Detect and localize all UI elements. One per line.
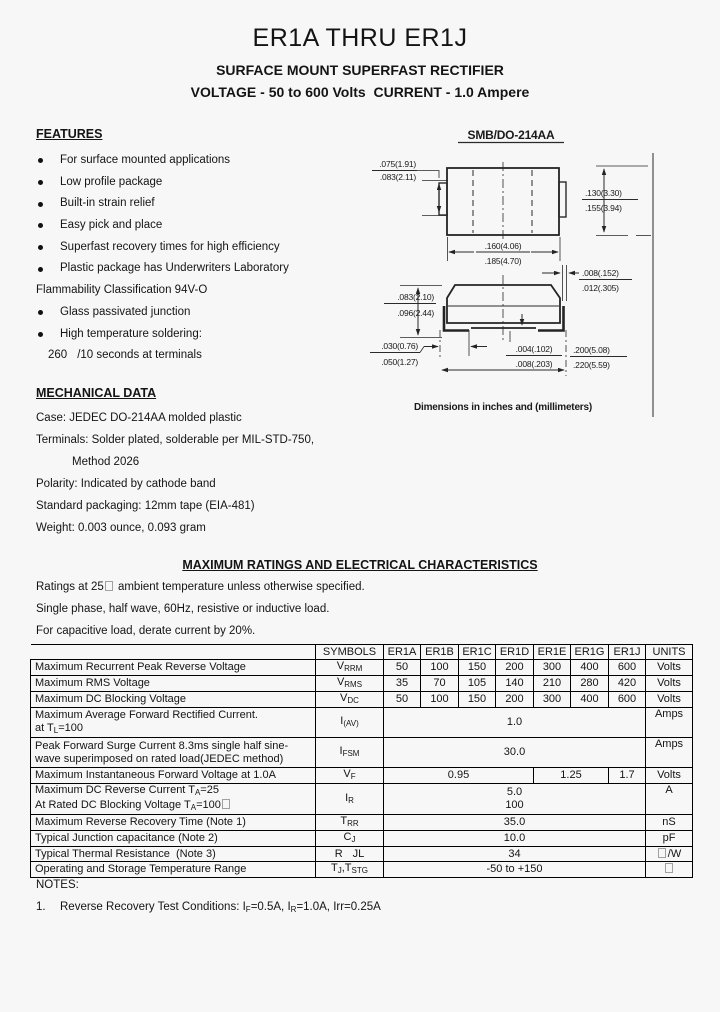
mechanical-line: Case: JEDEC DO-214AA molded plastic xyxy=(36,412,242,424)
left-terminal xyxy=(439,183,447,215)
feature-text: Low profile package xyxy=(60,175,163,188)
feature-item xyxy=(36,302,368,324)
note-item xyxy=(36,896,636,921)
feature-item xyxy=(36,345,368,367)
package-diagram xyxy=(370,125,715,420)
ratings-table-body xyxy=(31,645,693,878)
diagram-caption: Dimensions in inches and (millimeters) xyxy=(413,402,593,413)
value-cell: 34 xyxy=(384,847,646,862)
notes-list xyxy=(36,896,636,921)
dim-label: .096(2.44) xyxy=(397,308,434,318)
missing-glyph xyxy=(222,799,230,809)
feature-item xyxy=(36,237,368,259)
dim-label: .030(0.76) xyxy=(381,341,418,351)
dim-label: .200(5.08) xyxy=(573,345,610,355)
value-cell: 200 xyxy=(496,692,534,708)
bullet-icon xyxy=(38,223,43,228)
feature-item xyxy=(36,172,368,194)
column-header: ER1J xyxy=(609,645,646,660)
table-row xyxy=(31,831,693,847)
param-cell: Maximum RMS Voltage xyxy=(31,676,316,692)
value-cell: 300 xyxy=(534,660,571,676)
features-heading: FEATURES xyxy=(36,127,103,141)
feature-item xyxy=(36,193,368,215)
feature-text: Flammability Classification 94V-O xyxy=(36,284,208,297)
feature-item xyxy=(36,324,368,346)
value-cell: 600 xyxy=(609,660,646,676)
column-header: UNITS xyxy=(646,645,693,660)
value-cell: 100 xyxy=(421,660,459,676)
table-row xyxy=(31,847,693,862)
dim-label: .185(4.70) xyxy=(484,256,522,266)
unit-cell: Amps xyxy=(646,738,693,768)
mechanical-line: Polarity: Indicated by cathode band xyxy=(36,478,216,490)
column-header: ER1E xyxy=(534,645,571,660)
param-cell: Maximum DC Reverse Current $T_A=25$ At Rated DC Blocking Voltage $T_A=100$ xyxy=(31,784,316,815)
feature-text: Glass passivated junction xyxy=(60,305,191,318)
mechanical-data-section xyxy=(36,386,366,539)
symbol-cell: $V_{RMS}$ xyxy=(316,676,384,692)
ratings-table xyxy=(30,644,693,878)
symbol-cell: $V_F$ xyxy=(316,768,384,784)
column-header: ER1B xyxy=(421,645,459,660)
feature-item xyxy=(36,280,368,302)
package-name: SMB/DO-214AA xyxy=(467,128,555,142)
dim-label: .050(1.27) xyxy=(381,357,418,367)
symbol-cell: R JL xyxy=(316,847,384,862)
value-cell: 1.7 xyxy=(609,768,646,784)
value-cell: 150 xyxy=(459,660,496,676)
table-row xyxy=(31,784,693,815)
value-cell: 0.95 xyxy=(384,768,534,784)
notes-heading: NOTES: xyxy=(36,879,79,891)
param-cell: Maximum Recurrent Peak Reverse Voltage xyxy=(31,660,316,676)
value-cell: 50 xyxy=(384,660,421,676)
value-cell: 400 xyxy=(571,660,609,676)
feature-item xyxy=(36,215,368,237)
feature-text: Plastic package has Underwriters Laboratory xyxy=(60,262,289,275)
bullet-icon xyxy=(38,267,43,272)
bullet-icon xyxy=(38,245,43,250)
condition-line: Single phase, half wave, 60Hz, resistive or inductive load. xyxy=(36,603,330,615)
value-cell: 1.0 xyxy=(384,708,646,738)
package-drawing xyxy=(370,125,715,420)
symbol-cell: $C_J$ xyxy=(316,831,384,847)
value-cell: 50 xyxy=(384,692,421,708)
value-cell: 300 xyxy=(534,692,571,708)
value-cell: 140 xyxy=(496,676,534,692)
value-cell: 150 xyxy=(459,692,496,708)
symbol-cell: $V_{RRM}$ xyxy=(316,660,384,676)
feature-text: For surface mounted applications xyxy=(60,154,231,166)
unit-cell: Amps xyxy=(646,708,693,738)
missing-glyph xyxy=(658,848,666,858)
ratings-heading: MAXIMUM RATINGS AND ELECTRICAL CHARACTERISTICS xyxy=(182,558,538,572)
value-cell: 600 xyxy=(609,692,646,708)
dim-label: .008(.152) xyxy=(582,268,619,278)
dim-label: .004(.102) xyxy=(515,344,553,354)
feature-text: 260 /10 seconds at terminals xyxy=(48,349,202,362)
param-cell: Maximum Average Forward Rectified Current. at $T_L=100$ xyxy=(31,708,316,738)
mechanical-line: Weight: 0.003 ounce, 0.093 gram xyxy=(36,522,206,534)
note-number: 1. xyxy=(36,901,46,913)
column-header: SYMBOLS xyxy=(316,645,384,660)
value-cell: 420 xyxy=(609,676,646,692)
unit-cell xyxy=(646,862,693,878)
unit-cell: nS xyxy=(646,815,693,831)
unit-cell: Volts xyxy=(646,676,693,692)
mechanical-line: Method 2026 xyxy=(72,456,140,468)
feature-text: High temperature soldering: xyxy=(60,327,202,340)
param-cell: Typical Thermal Resistance (Note 3) xyxy=(31,847,316,862)
features-list xyxy=(36,150,368,367)
unit-cell: A xyxy=(646,784,693,815)
unit-cell: /W xyxy=(646,847,693,862)
symbol-cell: $I_{FSM}$ xyxy=(316,738,384,768)
value-cell: 10.0 xyxy=(384,831,646,847)
mechanical-line: Standard packaging: 12mm tape (EIA-481) xyxy=(36,500,255,512)
symbol-cell: $T_J,T_{STG}$ xyxy=(316,862,384,878)
param-cell: Typical Junction capacitance (Note 2) xyxy=(31,831,316,847)
value-cell: 210 xyxy=(534,676,571,692)
value-cell: 35 xyxy=(384,676,421,692)
column-header: ER1A xyxy=(384,645,421,660)
features-section xyxy=(36,127,368,367)
feature-item xyxy=(36,258,368,280)
right-terminal xyxy=(559,182,566,217)
param-cell: Maximum Reverse Recovery Time (Note 1) xyxy=(31,815,316,831)
param-cell: Maximum Instantaneous Forward Voltage at 1.0A xyxy=(31,768,316,784)
value-cell: 400 xyxy=(571,692,609,708)
feature-text: Built-in strain relief xyxy=(60,197,155,210)
symbol-cell: $I_R$ xyxy=(316,784,384,815)
header-empty-cell xyxy=(31,645,316,660)
unit-cell: pF xyxy=(646,831,693,847)
page-subtitle-type: SURFACE MOUNT SUPERFAST RECTIFIER xyxy=(216,62,504,78)
notes-section xyxy=(36,874,636,921)
mechanical-heading: MECHANICAL DATA xyxy=(36,386,157,400)
table-row xyxy=(31,676,693,692)
bullet-icon xyxy=(38,310,43,315)
feature-text: Superfast recovery times for high efficiency xyxy=(60,240,280,253)
value-cell: 70 xyxy=(421,676,459,692)
value-cell: 35.0 xyxy=(384,815,646,831)
dim-label: .083(2.11) xyxy=(379,172,416,182)
value-cell: 200 xyxy=(496,660,534,676)
param-cell: Peak Forward Surge Current 8.3ms single half sine- wave superimposed on rated load(JEDEC method) xyxy=(31,738,316,768)
mechanical-list xyxy=(36,407,366,539)
symbol-cell: $V_{DC}$ xyxy=(316,692,384,708)
ratings-table-section xyxy=(30,644,693,878)
bullet-icon xyxy=(38,332,43,337)
symbol-cell: $T_{RR}$ xyxy=(316,815,384,831)
page-subtitle-ratings: VOLTAGE - 50 to 600 Volts CURRENT - 1.0 Ampere xyxy=(190,84,530,100)
param-cell: Maximum DC Blocking Voltage xyxy=(31,692,316,708)
dim-label: .012(.305) xyxy=(582,283,619,293)
ratings-conditions xyxy=(36,576,696,642)
table-header-row xyxy=(31,645,693,660)
bullet-icon xyxy=(38,158,43,163)
column-header: ER1C xyxy=(459,645,496,660)
bullet-icon xyxy=(38,180,43,185)
dim-label: .220(5.59) xyxy=(573,360,610,370)
value-cell: 30.0 xyxy=(384,738,646,768)
note-text: Reverse Recovery Test Conditions: $I_F=0.5A$, $I_R=1.0A$, Irr=0.25A xyxy=(60,901,381,914)
missing-glyph xyxy=(105,581,113,591)
ratings-heading-row xyxy=(0,556,720,574)
feature-text: Easy pick and place xyxy=(60,219,163,232)
column-header: ER1D xyxy=(496,645,534,660)
column-header: ER1G xyxy=(571,645,609,660)
missing-glyph xyxy=(665,863,673,873)
value-cell: -50 to +150 xyxy=(384,862,646,878)
value-cell: 280 xyxy=(571,676,609,692)
mechanical-line: Terminals: Solder plated, solderable per MIL-STD-750, xyxy=(36,434,315,446)
table-row xyxy=(31,692,693,708)
table-row xyxy=(31,768,693,784)
unit-cell: Volts xyxy=(646,692,693,708)
feature-item xyxy=(36,150,368,172)
value-cell: 5.0 100 xyxy=(384,784,646,815)
table-row xyxy=(31,815,693,831)
symbol-cell: $I_{(AV)}$ xyxy=(316,708,384,738)
condition-line: Ratings at 25 ambient temperature unless otherwise specified. xyxy=(36,581,365,593)
value-cell: 1.25 xyxy=(534,768,609,784)
table-row xyxy=(31,738,693,768)
unit-cell: Volts xyxy=(646,768,693,784)
table-row xyxy=(31,660,693,676)
condition-line: For capacitive load, derate current by 20%. xyxy=(36,625,256,637)
dim-label: .155(3.94) xyxy=(585,203,622,213)
bullet-icon xyxy=(38,202,43,207)
dim-label: .083(2.10) xyxy=(397,292,434,302)
table-row xyxy=(31,708,693,738)
package-body-side-view xyxy=(447,285,560,323)
unit-cell: Volts xyxy=(646,660,693,676)
value-cell: 100 xyxy=(421,692,459,708)
dim-label: .075(1.91) xyxy=(379,159,416,169)
dim-label: .160(4.06) xyxy=(484,241,522,251)
dim-label: .130(3.30) xyxy=(585,188,622,198)
page-title: ER1A THRU ER1J xyxy=(252,24,468,52)
value-cell: 105 xyxy=(459,676,496,692)
param-cell: Operating and Storage Temperature Range xyxy=(31,862,316,878)
dim-label: .008(.203) xyxy=(515,359,553,369)
